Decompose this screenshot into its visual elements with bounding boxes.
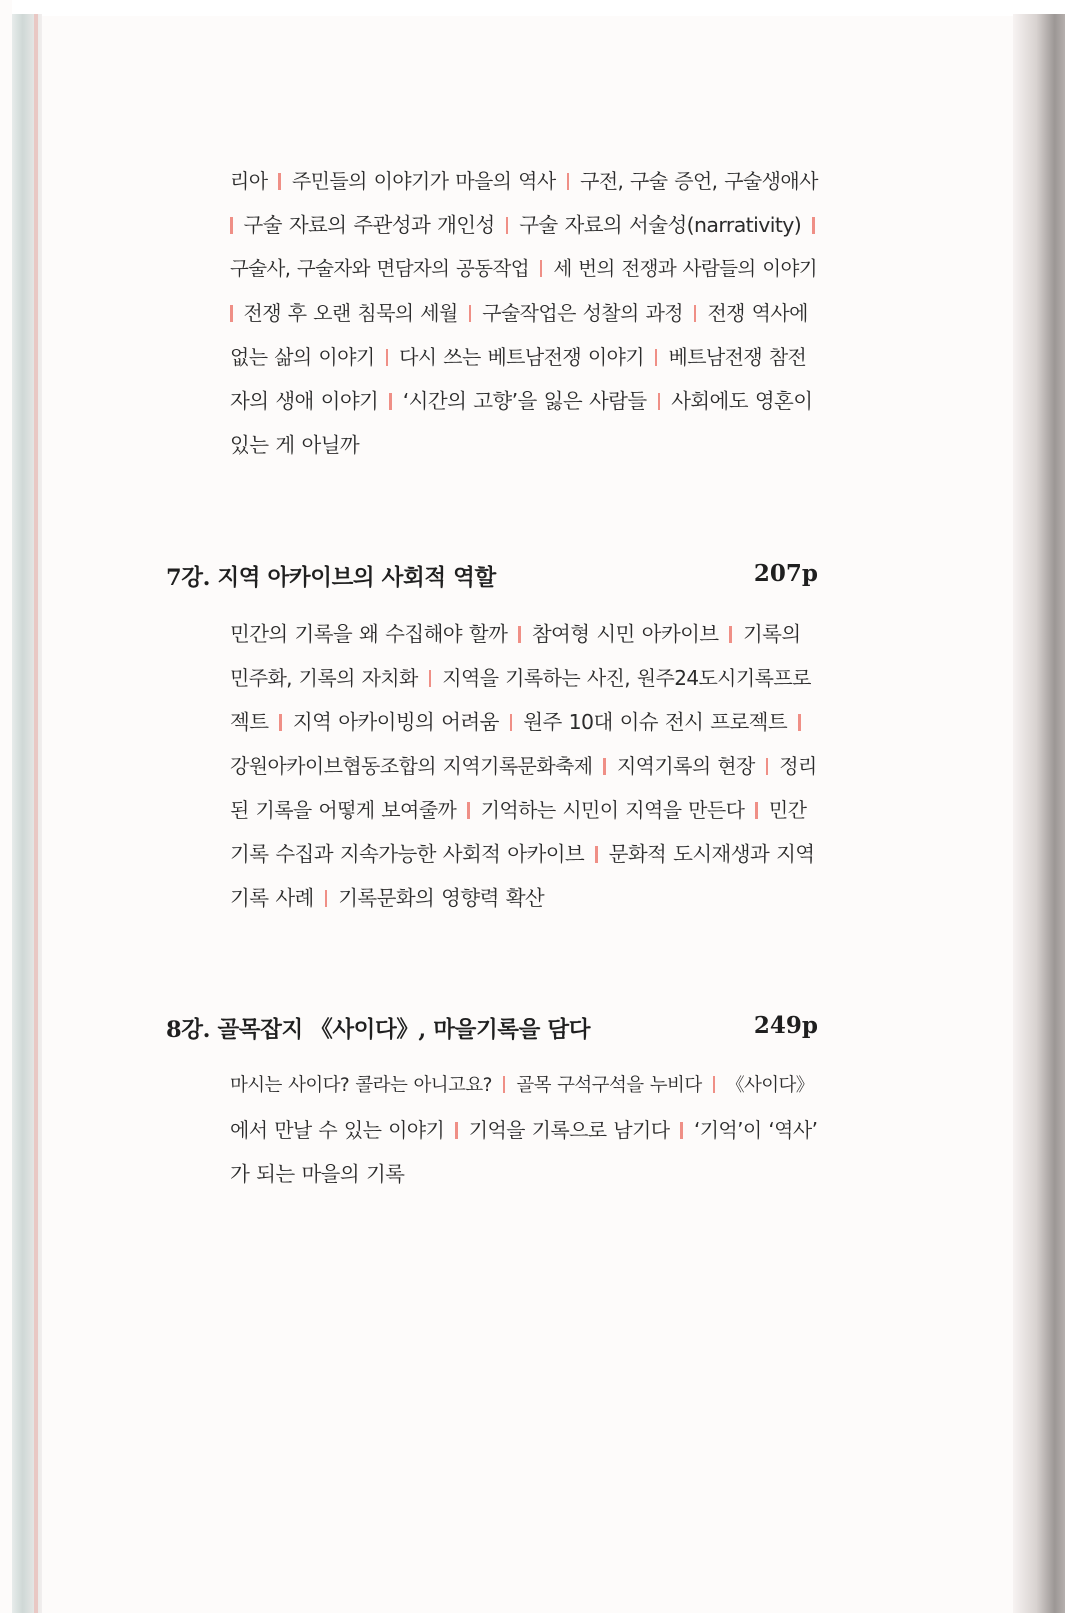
page-top-margin <box>12 0 1065 16</box>
topic-text: 《사이다》 <box>726 1075 814 1096</box>
topic-line <box>230 335 818 379</box>
topic-line <box>230 612 818 656</box>
separator-bar <box>506 217 509 234</box>
separator-bar <box>230 217 233 234</box>
page-spine-line <box>34 14 38 1613</box>
separator-bar <box>812 217 815 234</box>
topic-text: 구술작업은 성찰의 과정 <box>482 301 683 325</box>
topic-text: 전쟁 후 오랜 침묵의 세월 <box>243 301 458 325</box>
topic-text: 참여형 시민 아카이브 <box>531 622 719 646</box>
separator-bar <box>455 1122 458 1139</box>
topic-line <box>230 788 818 832</box>
topic-text: 다시 쓰는 베트남전쟁 이야기 <box>399 345 644 369</box>
topic-text: 원주 10대 이슈 전시 프로젝트 <box>523 710 788 734</box>
separator-bar <box>429 670 432 687</box>
topic-text: 없는 삶의 이야기 <box>230 345 375 369</box>
topic-text: 지역기록의 현장 <box>616 754 755 778</box>
separator-bar <box>467 802 470 819</box>
topic-text: 사회에도 영혼이 <box>671 389 813 413</box>
lecture-8-heading <box>166 1012 818 1052</box>
lecture-7-title: 7강. 지역 아카이브의 사회적 역할 <box>166 565 496 591</box>
topic-text: 지역 아카이빙의 어려움 <box>292 710 499 734</box>
topic-text: ‘기억’이 ‘역사’ <box>693 1118 818 1142</box>
separator-bar <box>518 626 521 643</box>
topic-text: 골목 구석구석을 누비다 <box>516 1075 702 1096</box>
topic-text: 기억하는 시민이 지역을 만든다 <box>480 798 745 822</box>
separator-bar <box>510 714 513 731</box>
lecture-7-page-number: 207p <box>753 560 818 587</box>
separator-bar <box>325 890 328 907</box>
lecture-8-title: 8강. 골목잡지 《사이다》, 마을기록을 담다 <box>166 1017 591 1043</box>
topic-line <box>230 247 818 291</box>
topic-line <box>230 832 818 876</box>
topic-text: 민주화, 기록의 자치화 <box>230 666 418 690</box>
topic-text: 구술 자료의 주관성과 개인성 <box>243 213 495 237</box>
topic-text: 에서 만날 수 있는 이야기 <box>230 1118 445 1142</box>
page-fore-edge <box>1013 14 1065 1613</box>
topic-text: 젝트 <box>230 710 269 734</box>
topic-text: 리아 <box>230 169 268 193</box>
separator-bar <box>279 714 282 731</box>
topic-text: 전쟁 역사에 <box>707 301 808 325</box>
lecture-8-page-number: 249p <box>753 1012 818 1039</box>
topic-line <box>230 1064 818 1108</box>
topic-text: 된 기록을 어떻게 보여줄까 <box>230 798 457 822</box>
lecture-7-topics <box>230 612 818 920</box>
topic-line <box>230 1108 818 1152</box>
topic-text: 정리 <box>779 754 817 778</box>
topic-text: 기록 사례 <box>230 886 314 910</box>
topic-text: 베트남전쟁 참전 <box>668 345 807 369</box>
topic-text: 강원아카이브협동조합의 지역기록문화축제 <box>230 754 593 778</box>
separator-bar <box>567 173 570 190</box>
lecture-7-heading <box>166 560 818 600</box>
separator-bar <box>729 626 732 643</box>
topic-line <box>230 159 818 203</box>
topic-line <box>230 379 818 423</box>
topic-line <box>230 1152 818 1196</box>
topic-text: 구술사, 구술자와 면담자의 공동작업 <box>230 257 529 280</box>
topic-line <box>230 423 818 467</box>
topic-line <box>230 291 818 335</box>
separator-bar <box>503 1076 506 1093</box>
topic-line <box>230 203 818 247</box>
topic-line <box>230 656 818 700</box>
topic-text: 구술 자료의 서술성(narrativity) <box>519 213 802 237</box>
separator-bar <box>603 758 606 775</box>
topic-text: 주민들의 이야기가 마을의 역사 <box>291 169 556 193</box>
separator-bar <box>766 758 769 775</box>
topic-text: 세 번의 전쟁과 사람들의 이야기 <box>553 257 817 280</box>
topic-text: 민간의 기록을 왜 수집해야 할까 <box>230 622 508 646</box>
topic-text: ‘시간의 고향’을 잃은 사람들 <box>402 389 647 413</box>
separator-bar <box>278 173 281 190</box>
separator-bar <box>680 1122 683 1139</box>
lecture-6-topics-continued <box>230 159 818 467</box>
topic-text: 지역을 기록하는 사진, 원주24도시기록프로 <box>442 666 811 690</box>
separator-bar <box>694 305 697 322</box>
separator-bar <box>798 714 801 731</box>
separator-bar <box>713 1076 716 1093</box>
topic-text: 가 되는 마을의 기록 <box>230 1162 405 1186</box>
topic-text: 구전, 구술 증언, 구술생애사 <box>580 169 818 193</box>
separator-bar <box>540 260 543 277</box>
lecture-8-topics <box>230 1064 818 1196</box>
topic-text: 기억을 기록으로 남기다 <box>468 1118 670 1142</box>
separator-bar <box>755 802 758 819</box>
topic-text: 있는 게 아닐까 <box>230 433 360 457</box>
separator-bar <box>655 349 658 366</box>
topic-line <box>230 744 818 788</box>
topic-text: 마시는 사이다? 콜라는 아니고요? <box>230 1075 492 1096</box>
topic-line <box>230 876 818 920</box>
topic-line <box>230 700 818 744</box>
separator-bar <box>389 393 392 410</box>
separator-bar <box>595 846 598 863</box>
topic-text: 기록문화의 영향력 확산 <box>338 886 545 910</box>
separator-bar <box>658 393 661 410</box>
separator-bar <box>469 305 472 322</box>
topic-text: 문화적 도시재생과 지역 <box>608 842 815 866</box>
topic-text: 자의 생애 이야기 <box>230 389 379 413</box>
topic-text: 기록의 <box>742 622 801 646</box>
separator-bar <box>230 305 233 322</box>
topic-text: 기록 수집과 지속가능한 사회적 아카이브 <box>230 842 585 866</box>
separator-bar <box>386 349 389 366</box>
topic-text: 민간 <box>768 798 807 822</box>
